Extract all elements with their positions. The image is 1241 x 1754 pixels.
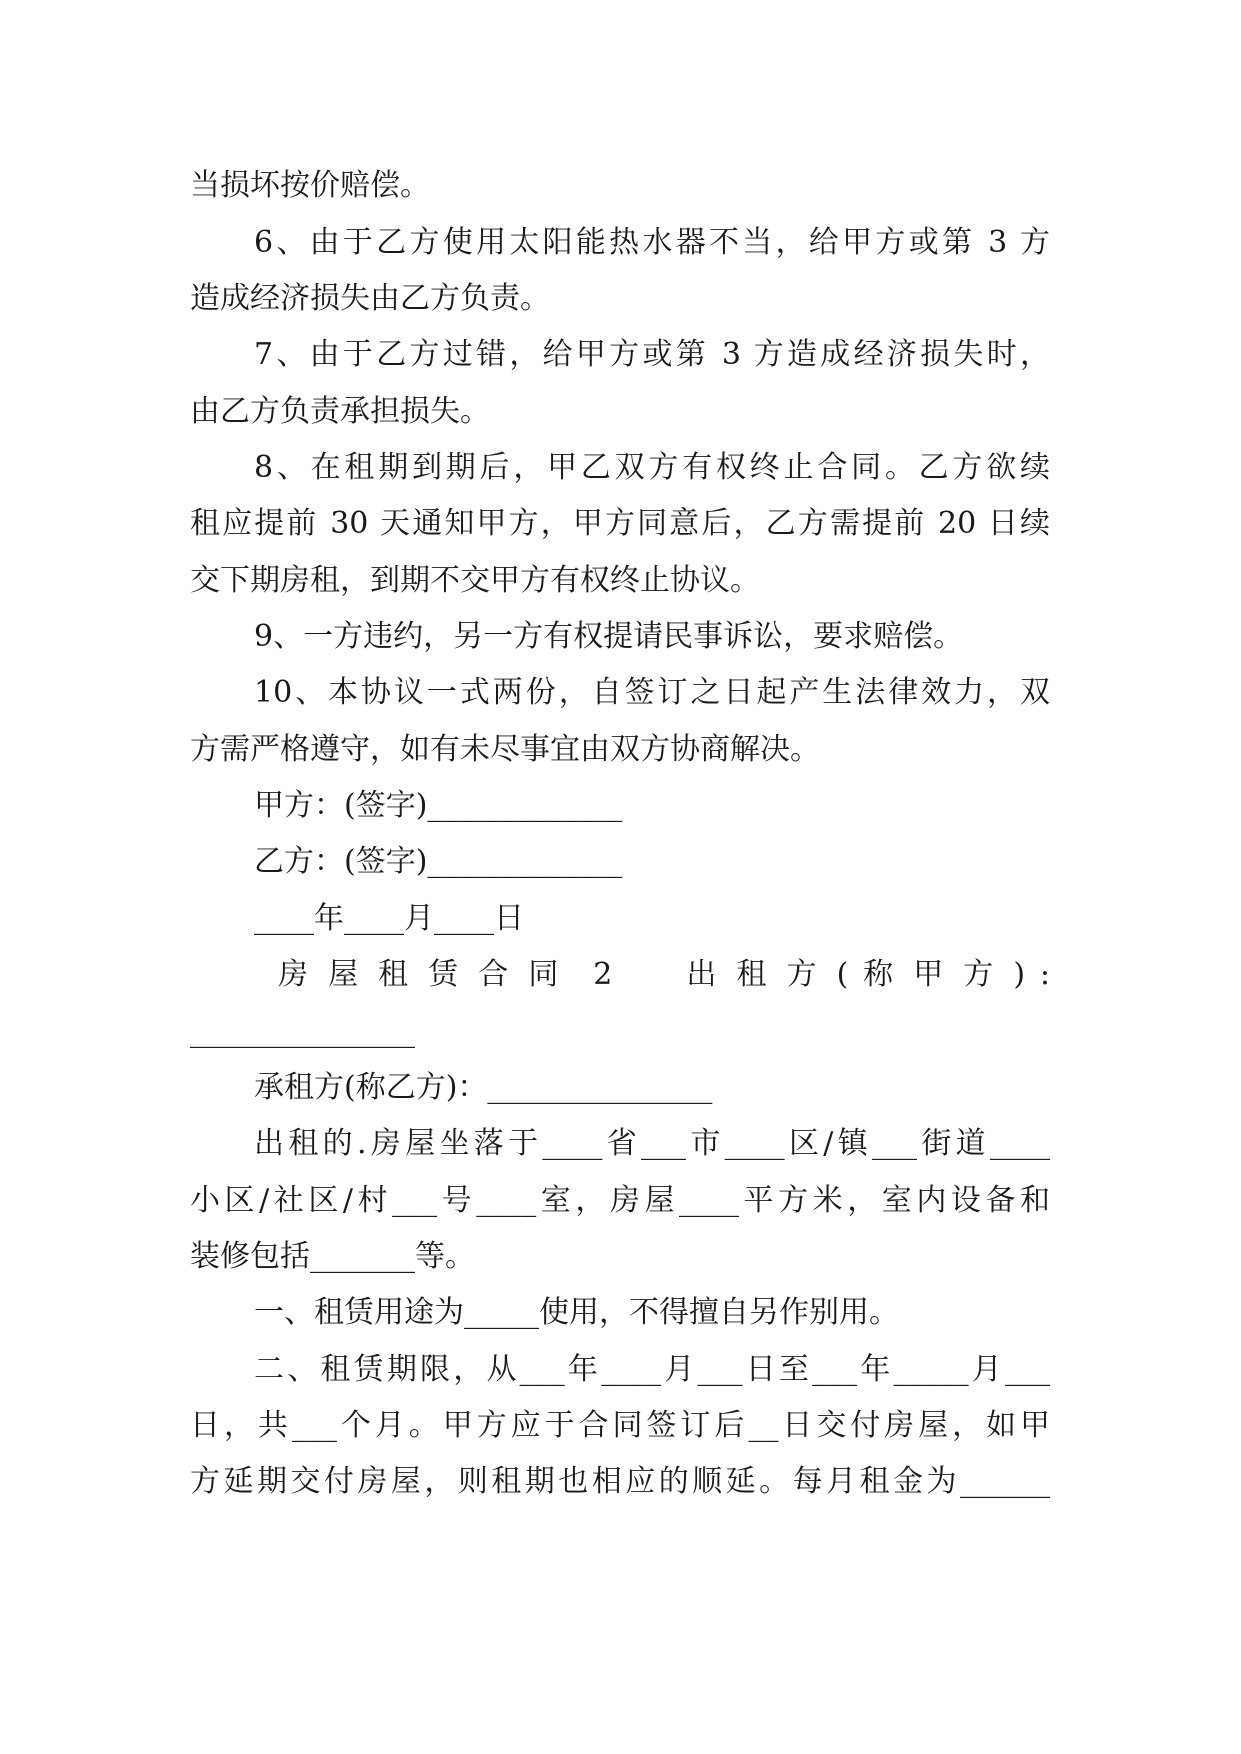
paragraph-line: 当损坏按价赔偿。 (190, 168, 430, 203)
clause-9-line: 9、一方违约，另一方有权提请民事诉讼，要求赔偿。 (254, 619, 964, 654)
clause-8-line-2: 租应提前 30 天通知甲方，甲方同意后，乙方需提前 20 日续 (190, 506, 1050, 541)
property-location-line-1: 出租的.房屋坐落于____省___市____区/镇___街道____ (254, 1126, 1050, 1161)
clause-7-line-1: 7、由于乙方过错，给甲方或第 3 方造成经济损失时， (254, 337, 1050, 372)
lease-term-line-3: 方延期交付房屋，则租期也相应的顺延。每月租金为______ (190, 1464, 1050, 1499)
clause-10-line-2: 方需严格遵守，如有未尽事宜由双方协商解决。 (190, 732, 820, 767)
property-location-line-2: 小区/社区/村___号____室，房屋____平方米，室内设备和 (190, 1183, 1050, 1218)
lease-purpose-line: 一、租赁用途为_____使用，不得擅自另作别用。 (254, 1295, 899, 1330)
clause-6-line-2: 造成经济损失由乙方负责。 (190, 281, 550, 316)
party-a-signature: 甲方：(签字)_____________ (254, 788, 623, 823)
lessee-line: 承租方(称乙方)：_______________ (254, 1070, 713, 1105)
party-b-signature: 乙方：(签字)_____________ (254, 844, 623, 879)
lease-term-line-2: 日，共___个月。甲方应于合同签订后__日交付房屋，如甲 (190, 1408, 1050, 1443)
clause-6-line-1: 6、由于乙方使用太阳能热水器不当，给甲方或第 3 方 (254, 225, 1050, 260)
property-location-line-3: 装修包括_______等。 (190, 1239, 475, 1274)
lease-term-line-1: 二、租赁期限，从___年____月___日至___年_____月___ (254, 1352, 1050, 1387)
lessor-blank: _______________ (190, 1014, 415, 1049)
clause-7-line-2: 由乙方负责承担损失。 (190, 394, 490, 429)
clause-10-line-1: 10、本协议一式两份，自签订之日起产生法律效力，双 (254, 675, 1050, 710)
clause-8-line-1: 8、在租期到期后，甲乙双方有权终止合同。乙方欲续 (254, 450, 1050, 485)
clause-8-line-3: 交下期房租，到期不交甲方有权终止协议。 (190, 563, 760, 598)
contract-2-heading: 房 屋 租 赁 合 同 2 出 租 方 ( 称 甲 方 ) : (278, 957, 1050, 992)
signature-date: ____年____月____日 (254, 901, 524, 936)
